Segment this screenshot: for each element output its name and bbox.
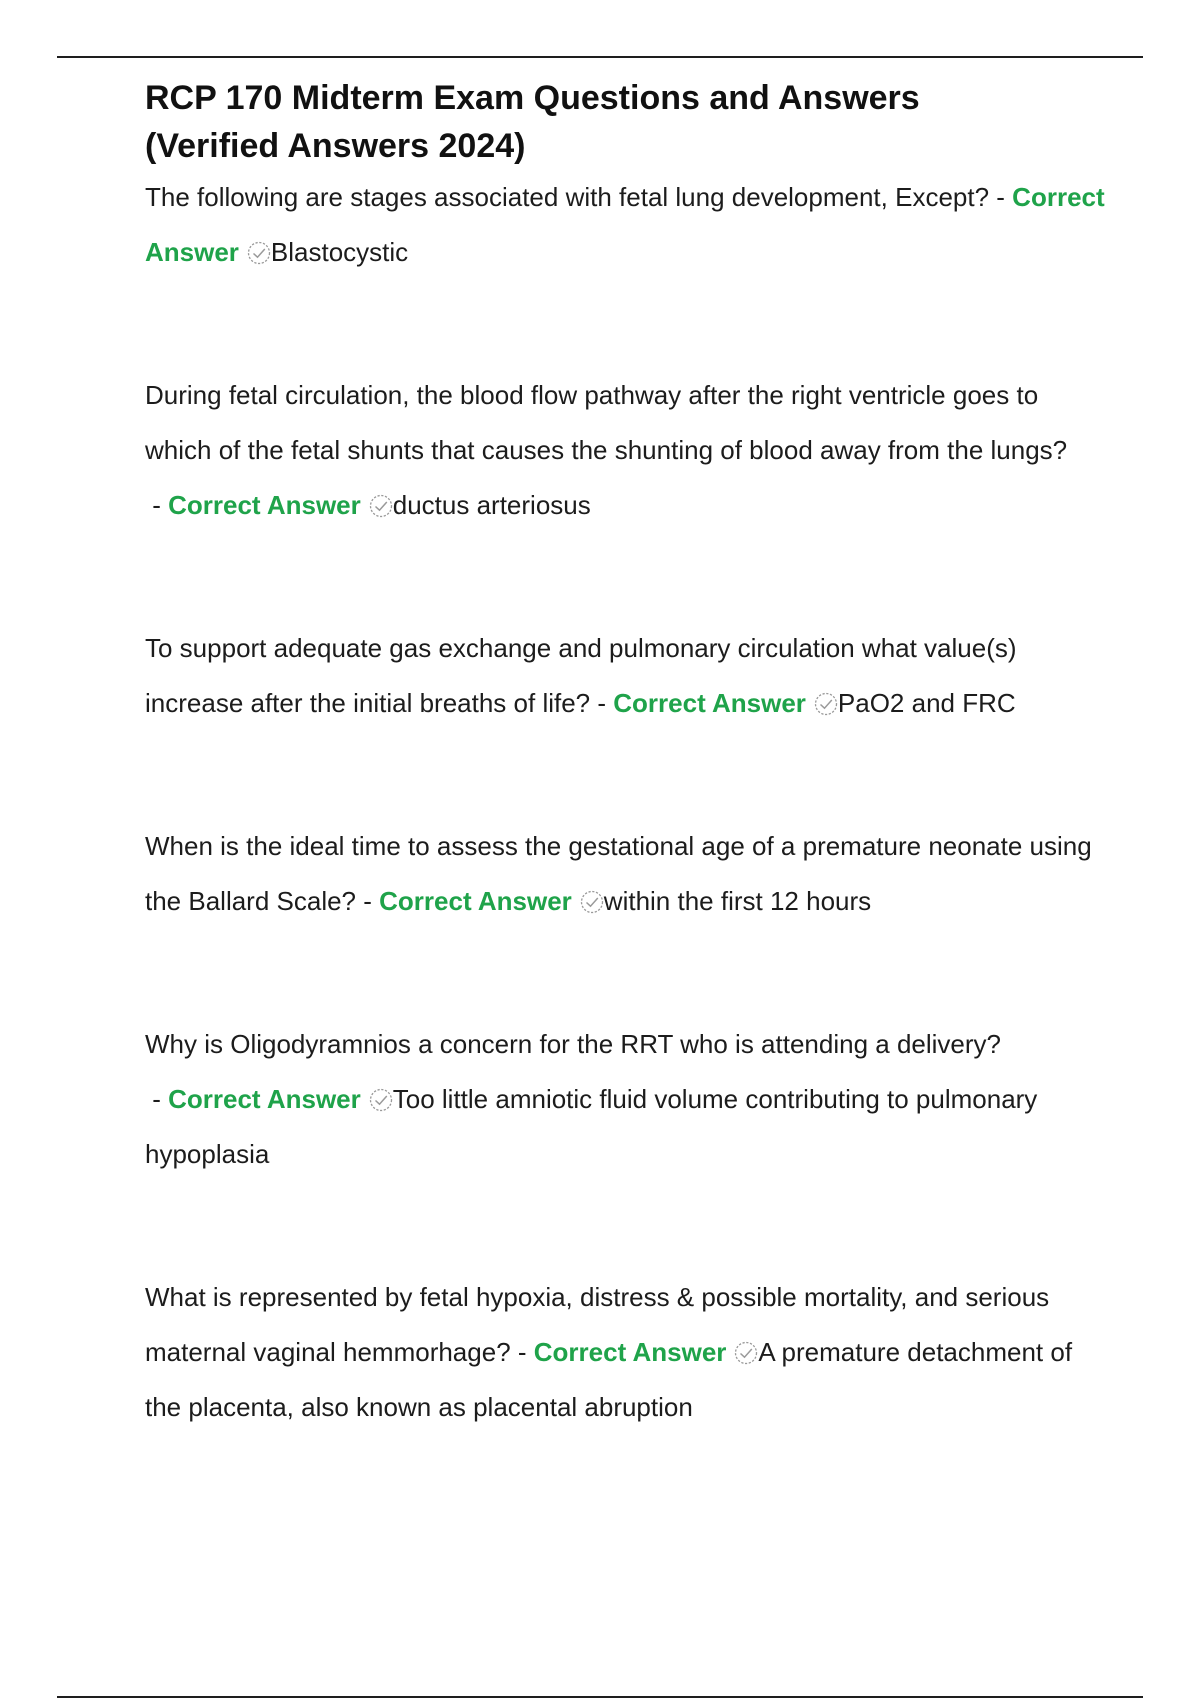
- question-text: To support adequate gas exchange and pulmonary circulation what value(s) increase after the initial breaths of life?: [145, 633, 1017, 718]
- page-title-line-1: RCP 170 Midterm Exam Questions and Answers: [145, 79, 920, 117]
- check-circle-icon: [734, 1341, 758, 1365]
- correct-answer-label: Correct Answer: [533, 1337, 727, 1367]
- separator: -: [145, 490, 169, 520]
- answer-text: ductus arteriosus: [392, 490, 591, 520]
- qa-item: [145, 819, 1105, 929]
- qa-item: [145, 368, 1105, 533]
- question-text: Why is Oligodyramnios a concern for the RRT who is attending a delivery?: [145, 1029, 1001, 1059]
- correct-answer-label: Correct Answer: [168, 1084, 361, 1114]
- check-circle-icon: [369, 1088, 393, 1112]
- separator: -: [356, 886, 380, 916]
- qa-item: [145, 621, 1105, 731]
- check-circle-icon: [814, 692, 838, 716]
- bottom-divider: [57, 1696, 1143, 1698]
- page-title-line-2: (Verified Answers 2024): [145, 127, 526, 165]
- qa-item: [145, 1017, 1105, 1182]
- qa-item: [145, 170, 1105, 280]
- top-divider: [57, 56, 1143, 58]
- correct-answer-label: Correct Answer: [145, 182, 1105, 267]
- question-text: During fetal circulation, the blood flow pathway after the right ventricle goes to which of the fetal shunts that causes the shunting of blood away from the lungs?: [145, 380, 1068, 465]
- answer-text: A premature detachment of the placenta, also known as placental abruption: [145, 1337, 1073, 1422]
- correct-answer-label: Correct Answer: [613, 688, 806, 718]
- separator: -: [510, 1337, 534, 1367]
- check-circle-icon: [247, 241, 271, 265]
- separator: -: [145, 1084, 169, 1114]
- separator: -: [590, 688, 614, 718]
- answer-text: PaO2 and FRC: [837, 688, 1016, 718]
- question-text: The following are stages associated with fetal lung development, Except?: [145, 182, 990, 212]
- question-text: When is the ideal time to assess the gestational age of a premature neonate using the Ballard Scale?: [145, 831, 1092, 916]
- document-body: [145, 74, 1105, 1435]
- check-circle-icon: [580, 890, 604, 914]
- page-title: [145, 74, 1105, 170]
- answer-text: Too little amniotic fluid volume contributing to pulmonary hypoplasia: [145, 1084, 1038, 1169]
- answer-text: within the first 12 hours: [603, 886, 872, 916]
- question-text: What is represented by fetal hypoxia, distress & possible mortality, and serious maternal vaginal hemmorhage?: [145, 1282, 1050, 1367]
- separator: -: [989, 182, 1013, 212]
- answer-text: Blastocystic: [270, 237, 409, 267]
- check-circle-icon: [369, 494, 393, 518]
- correct-answer-label: Correct Answer: [379, 886, 572, 916]
- correct-answer-label: Correct Answer: [168, 490, 361, 520]
- qa-item: [145, 1270, 1105, 1435]
